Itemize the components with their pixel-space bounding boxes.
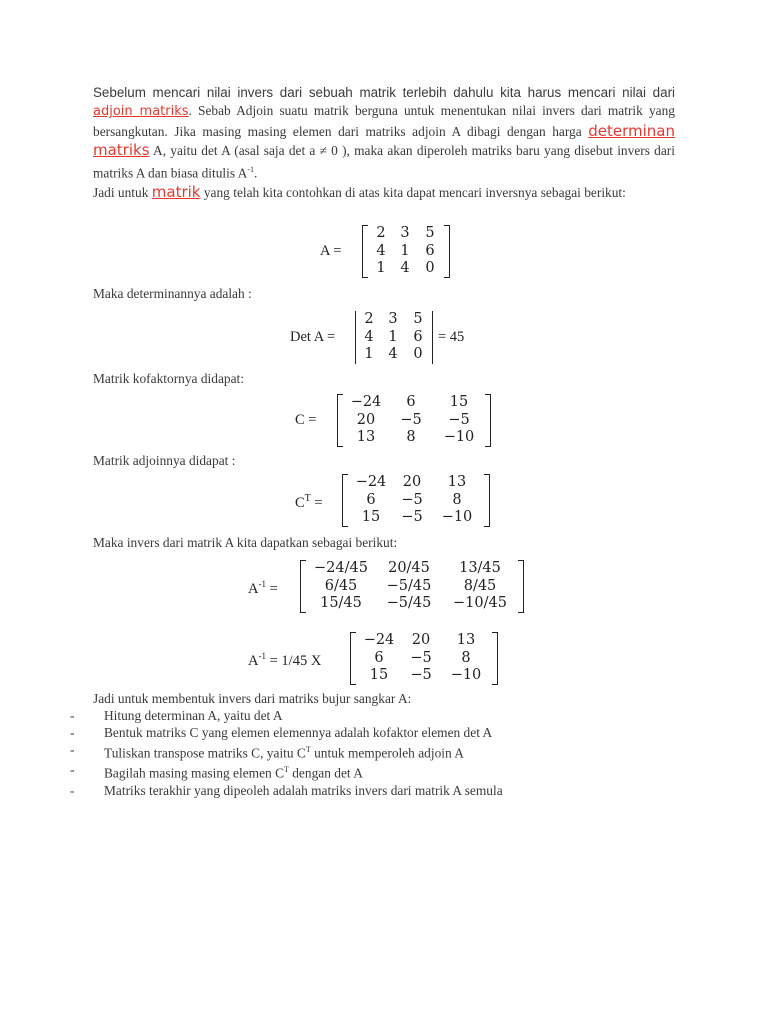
matrix-cell: −10 [443, 429, 475, 445]
matrix-cell: 5 [425, 225, 435, 241]
matrix-cell: 6 [406, 394, 416, 410]
matrix-cell: −10 [441, 509, 473, 525]
list-item [0, 707, 700, 724]
bracket-right [484, 474, 490, 527]
matrix-grid [348, 474, 484, 527]
list-item [0, 761, 700, 781]
matrix-cell: 8 [461, 649, 471, 666]
matrix-cell: −5 [401, 491, 423, 508]
bracket-right [485, 394, 491, 447]
summary-title: Jadi untuk membentuk invers dari matriks bujur sangkar A: [93, 691, 412, 706]
matrix-cell: −5 [400, 411, 422, 428]
matrix-cell: 3 [400, 225, 410, 241]
matrix-cell: 15 [449, 394, 469, 410]
matrix-cell: 15 [361, 509, 381, 525]
matrix-cell: −24 [363, 632, 395, 648]
list-item [0, 741, 700, 761]
matrix-cell: 20/45 [388, 560, 430, 576]
matrix-cell: 8 [452, 491, 462, 508]
eq-det-rhs: = 45 [438, 329, 465, 345]
matrix-cell: 4 [364, 328, 374, 345]
matrix-grid [356, 632, 492, 685]
matrix-cell: 4 [376, 242, 386, 259]
matrix-cell: 8 [406, 429, 416, 445]
matrix-cell: 20 [356, 411, 376, 428]
matrix-cell: 1 [376, 260, 386, 276]
matrix-cell: 15 [369, 667, 389, 683]
matrix-cell: 1 [400, 242, 410, 259]
matrix-cell: −24/45 [314, 560, 368, 576]
matrix-cell: 13/45 [459, 560, 501, 576]
det-intro: Maka determinannya adalah : [93, 286, 252, 301]
adjoin-matriks-link[interactable]: adjoin matriks [93, 104, 189, 120]
bracket-right [518, 560, 524, 613]
intro-paragraph: Sebelum mencari nilai invers dari sebuah matrik terlebih dahulu kita harus mencari nilai dari adjoin matriks. Sebab Adjoin suatu matrik berguna untuk menentukan nilai invers dari matrik yang bersangkutan. Jika masing masing elemen dari matriks adjoin A dibagi dengan harga determinan matriks A, yaitu det A (asal saja det a ≠ 0 ), maka akan diperoleh matriks baru yang disebut invers dari matriks A dan biasa ditulis $A^{-1}$. Jadi untuk matrik yang telah kita contohkan di atas kita dapat mencari inversnya sebagai berikut: [93, 85, 675, 201]
matrix-cell: −24 [350, 394, 382, 410]
matrix-cell: −5 [410, 649, 432, 666]
matrix-cell: 6 [374, 649, 384, 666]
list-item-text: Bagilah masing masing elemen $C^T$ dengan det A [104, 765, 363, 781]
bracket-right [492, 632, 498, 685]
eq-CT-lhs: $C^T$ = [295, 493, 323, 511]
bullet-dash: - [70, 708, 75, 723]
matrix-cell: 1 [364, 346, 374, 362]
list-item-text: Bentuk matriks C yang elemen elemennya adalah kofaktor elemen det A [104, 725, 493, 740]
matrix-cell: 13 [447, 474, 467, 490]
matrix-cell: −5/45 [386, 595, 432, 611]
matrix-A [362, 225, 450, 278]
list-item-text: Matriks terakhir yang dipeoleh adalah matriks invers dari matrik A semula [104, 782, 503, 798]
matrix-cell: 3 [388, 311, 398, 327]
eq-inv-lhs: $A^{-1}$ = [248, 579, 278, 597]
matrix-cell: 13 [356, 429, 376, 445]
matrik-link[interactable]: matrik [151, 182, 201, 201]
list-item-text: Tuliskan transpose matriks C, yaitu $C^T$ untuk memperoleh adjoin A [104, 745, 464, 761]
matrix-cell: 6 [413, 328, 423, 345]
eq-C-lhs: C = [295, 412, 317, 428]
adjoin-intro: Matrik adjoinnya didapat : [93, 453, 236, 468]
matrix-cell: 5 [413, 311, 423, 327]
cofactor-intro: Matrik kofaktornya didapat: [93, 371, 244, 386]
matrix-C [337, 394, 491, 447]
matrix-cell: 15/45 [320, 595, 362, 611]
matrix-cell: 4 [400, 260, 410, 276]
matrix-grid [368, 225, 444, 278]
list-item [0, 724, 700, 741]
matrix-cell: −10 [450, 667, 482, 683]
matrix-cell: −24 [355, 474, 387, 490]
matrix-cell: 6 [366, 491, 376, 508]
matrix-cell: 13 [456, 632, 476, 648]
bullet-dash: - [70, 782, 75, 798]
list-item-text: Hitung determinan A, yaitu det A [104, 708, 283, 723]
matrix-cell: −5 [401, 509, 423, 525]
summary-list [0, 690, 700, 799]
matrix-cell: 8/45 [463, 577, 497, 594]
matrix-cell: −5/45 [386, 577, 432, 594]
determinant-A [355, 311, 433, 364]
matrix-cell: 20 [411, 632, 431, 648]
list-item [0, 782, 700, 799]
inverse-intro: Maka invers dari matrik A kita dapatkan sebagai berikut: [93, 535, 398, 550]
eq-inv2-lhs: $A^{-1} = 1/45$ X [248, 651, 322, 669]
matrix-cell: 2 [376, 225, 386, 241]
eq-det-lhs: Det A = [290, 329, 336, 345]
bullet-dash: - [70, 725, 75, 740]
matrix-grid [306, 560, 518, 613]
matrix-adjoin-scaled [350, 632, 498, 685]
bullet-dash: - [70, 762, 75, 778]
matrix-cell: −5 [448, 411, 470, 428]
matrix-grid [343, 394, 485, 447]
matrix-cell: 20 [402, 474, 422, 490]
matrix-cell: 2 [364, 311, 374, 327]
matrix-cell: 4 [388, 346, 398, 362]
bracket-right [444, 225, 450, 278]
eq-A-lhs: A = [320, 243, 342, 259]
matrix-cell: −5 [410, 667, 432, 683]
matrix-cell: 6 [425, 242, 435, 259]
determinan-matriks-link[interactable]: determinan matriks [93, 121, 675, 160]
matrix-cell: 6/45 [324, 577, 358, 594]
matrix-cell: 1 [388, 328, 398, 345]
matrix-C-transpose [342, 474, 490, 527]
matrix-cell: 0 [413, 346, 423, 362]
bracket-right [432, 311, 433, 364]
matrix-grid [356, 311, 432, 364]
matrix-A-inverse [300, 560, 524, 613]
matrix-cell: 0 [425, 260, 435, 276]
matrix-cell: −10/45 [453, 595, 507, 611]
bullet-dash: - [70, 742, 75, 757]
